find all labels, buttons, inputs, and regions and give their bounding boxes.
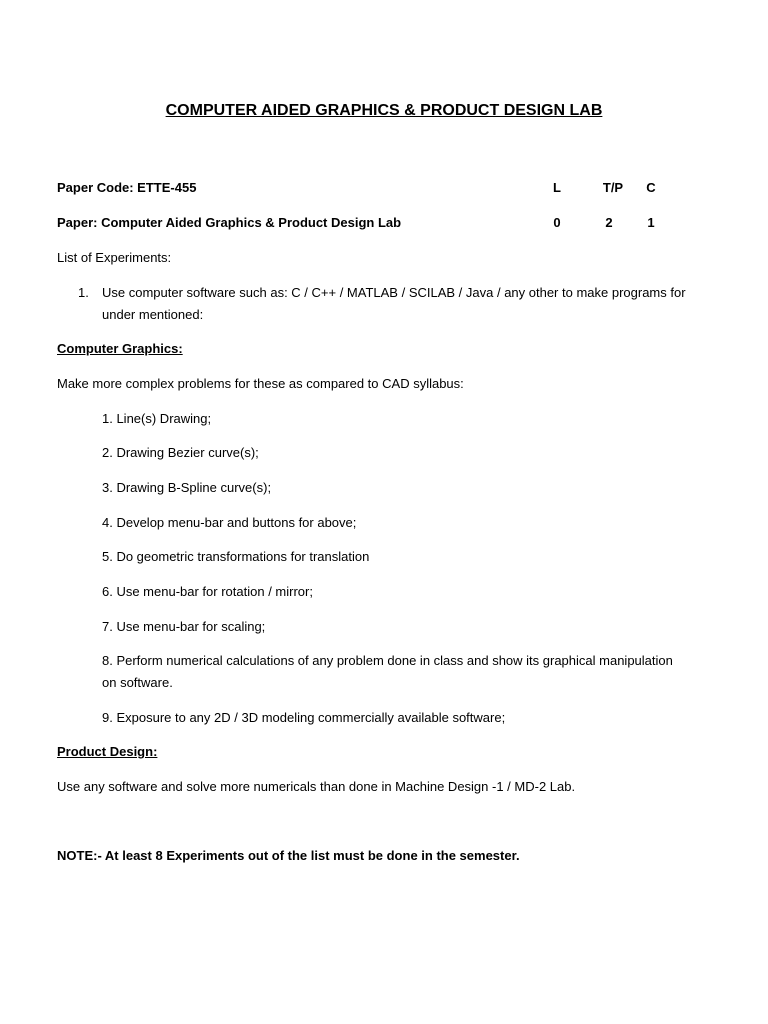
- page-title: COMPUTER AIDED GRAPHICS & PRODUCT DESIGN LAB: [165, 102, 603, 119]
- item1-number: 1.: [78, 285, 89, 300]
- item1-line2: under mentioned:: [102, 307, 204, 322]
- cg-item-2: 2. Drawing Bezier curve(s);: [102, 445, 259, 460]
- item1-line1: Use computer software such as: C / C++ / MATLAB / SCILAB / Java / any other to make programs for: [102, 285, 686, 300]
- header-tp: T/P: [602, 180, 624, 195]
- pd-text: Use any software and solve more numericals than done in Machine Design -1 / MD-2 Lab.: [57, 779, 576, 794]
- cg-item-3: 3. Drawing B-Spline curve(s);: [102, 480, 272, 495]
- cg-intro: Make more complex problems for these as compared to CAD syllabus:: [57, 376, 464, 391]
- value-l: 0: [553, 215, 561, 230]
- value-tp: 2: [605, 215, 613, 230]
- cg-item-4: 4. Develop menu-bar and buttons for above;: [102, 515, 357, 530]
- cg-item-9: 9. Exposure to any 2D / 3D modeling commercially available software;: [102, 710, 506, 725]
- header-c: C: [646, 180, 656, 195]
- pd-heading: Product Design:: [57, 744, 158, 759]
- cg-item-6: 6. Use menu-bar for rotation / mirror;: [102, 584, 313, 599]
- value-c: 1: [647, 215, 655, 230]
- cg-heading: Computer Graphics:: [57, 341, 183, 356]
- note: NOTE:- At least 8 Experiments out of the list must be done in the semester.: [57, 848, 520, 863]
- cg-item-7: 7. Use menu-bar for scaling;: [102, 619, 266, 634]
- paper-code: Paper Code: ETTE-455: [57, 180, 197, 195]
- cg-item-5: 5. Do geometric transformations for translation: [102, 549, 370, 564]
- list-heading: List of Experiments:: [57, 250, 172, 265]
- paper-name: Paper: Computer Aided Graphics & Product Design Lab: [57, 215, 402, 230]
- header-l: L: [553, 180, 561, 195]
- cg-item-8: 8. Perform numerical calculations of any problem done in class and show its graphical manipulation: [102, 653, 673, 668]
- cg-item-8-cont: on software.: [102, 675, 173, 690]
- cg-item-1: 1. Line(s) Drawing;: [102, 411, 212, 426]
